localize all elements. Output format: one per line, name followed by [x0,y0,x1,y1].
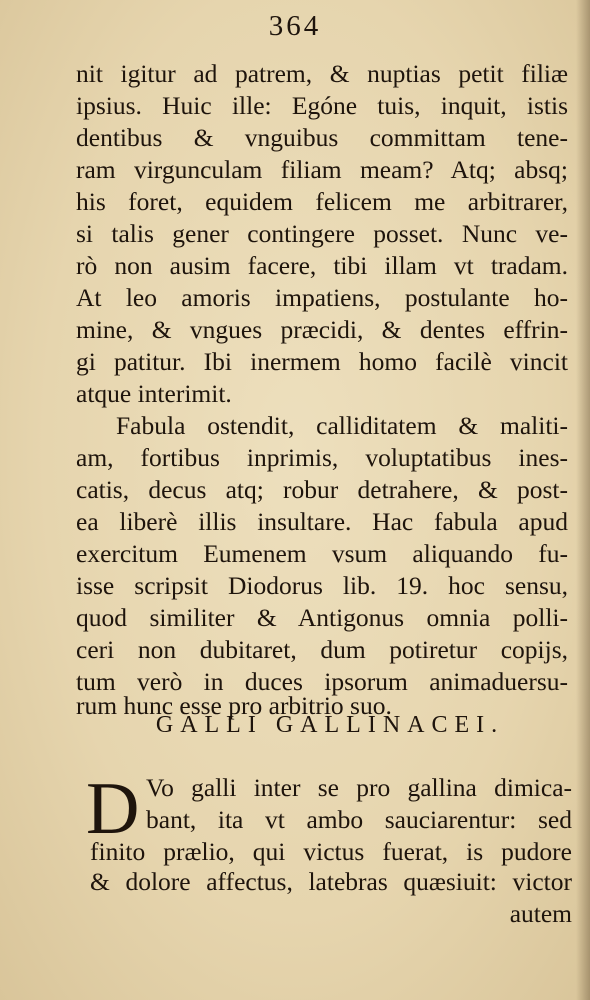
text-line: ipsius. Huic ille: Egóne tuis, inquit, istis [76,91,568,120]
moral-line: quod similiter & Antigonus omnia polli- [76,603,568,632]
text-line: dentibus & vnguibus committam tene- [76,123,568,152]
drop-cap: D [86,768,140,850]
fable-line: Vo galli inter se pro gallina dimica- [146,773,572,802]
text-line: At leo amoris impatiens, postulante ho- [76,283,568,312]
text-line: ram virgunculam filiam meam? Atq; absq; [76,155,568,184]
page-number: 364 [268,10,322,42]
moral-line: catis, decus atq; robur detrahere, & post- [76,475,568,504]
moral-line-last: rum hunc esse pro arbitrio suo. [76,691,392,720]
moral-line: exercitum Eumenem vsum aliquando fu- [76,539,568,568]
moral-line: am, fortibus inprimis, voluptatibus ines- [76,443,568,472]
text-line: his foret, equidem felicem me arbitrarer, [76,187,568,216]
text-line: nit igitur ad patrem, & nuptias petit filiæ [76,59,568,88]
moral-line: ceri non dubitaret, dum potiretur copijs, [76,635,568,664]
moral-line: tum verò in duces ipsorum animaduersu- [76,667,568,696]
fable-line: finito prælio, qui victus fuerat, is pudore [90,837,572,866]
moral-line: ea liberè illis insultare. Hac fabula apud [76,507,568,536]
moral-line: Fabula ostendit, calliditatem & maliti- [116,411,568,440]
moral-line: isse scripsit Diodorus lib. 19. hoc sensu, [76,571,568,600]
catchword: autem [509,899,572,928]
text-line: gi patitur. Ibi inermem homo facilè vincit [76,347,568,376]
text-line: rò non ausim facere, tibi illam vt tradam. [76,251,568,280]
fable-line: & dolore affectus, latebras quæsiuit: victor [90,867,572,896]
text-line: mine, & vngues præcidi, & dentes effrin- [76,315,568,344]
fable-line: bant, ita vt ambo sauciarentur: sed [146,805,572,834]
text-line: atque interimit. [76,379,232,408]
text-line: si talis gener contingere posset. Nunc ve- [76,219,568,248]
fable-heading: GALLI GALLINACEI. [155,712,505,738]
